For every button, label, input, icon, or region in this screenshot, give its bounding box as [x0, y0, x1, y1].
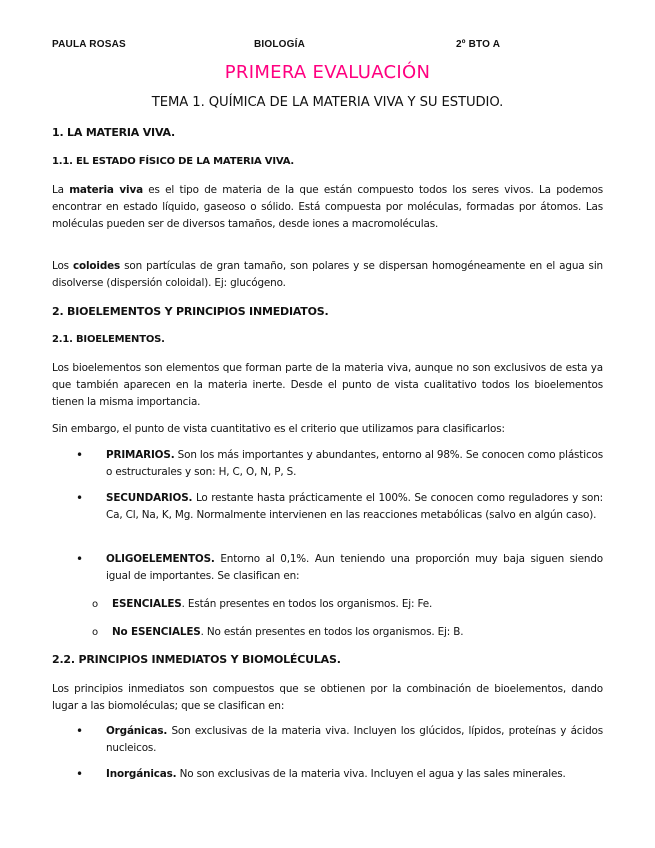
bullet-term: Inorgánicas. [106, 768, 177, 780]
list-item [78, 551, 603, 585]
bullet-icon: • [76, 767, 83, 781]
paragraph-criterio: Sin embargo, el punto de vista cuantitativo es el criterio que utilizamos para clasificarlos: [52, 423, 505, 435]
paragraph-principios: Los principios inmediatos son compuestos que se obtienen por la combinación de bioelementos, dando lugar a las biomoléculas; que se clasifican en: [52, 683, 603, 712]
subsection-heading-1-1: 1.1. EL ESTADO FÍSICO DE LA MATERIA VIVA. [52, 156, 295, 167]
paragraph-text: es el tipo de materia de la que están compuesto todos los seres vivos. La podemos encontrar en estado líquido, gaseoso o sólido. Está compuesta por moléculas, formadas por átomos. Las moléculas pueden ser de diversos tamaños, desde iones a macromoléculas. [52, 184, 603, 230]
sub-bullet-text: . Están presentes en todos los organismos. Ej: Fe. [181, 598, 433, 610]
bullet-text: Son exclusivas de la materia viva. Incluyen los glúcidos, lípidos, proteínas y ácidos nucleicos. [106, 725, 603, 754]
list-item [78, 723, 603, 757]
list-item [78, 490, 603, 524]
bullet-term: Orgánicas. [106, 725, 168, 737]
sub-bullet-term: ESENCIALES [112, 598, 182, 610]
bullet-term: PRIMARIOS. [106, 449, 175, 461]
header-subject: BIOLOGÍA [254, 39, 306, 50]
list-item [78, 766, 603, 783]
list-item [78, 447, 603, 481]
bullet-term: OLIGOELEMENTOS. [106, 553, 215, 565]
bold-term: coloides [73, 260, 121, 272]
section-heading-2: 2. BIOELEMENTOS Y PRINCIPIOS INMEDIATOS. [52, 305, 329, 318]
sub-list-item [92, 624, 603, 641]
bullet-text: No son exclusivas de la materia viva. Incluyen el agua y las sales minerales. [176, 768, 566, 780]
bullet-text: Son los más importantes y abundantes, entorno al 98%. Se conocen como plásticos o estructurales y son: H, C, O, N, P, S. [106, 449, 603, 478]
paragraph-text: son partículas de gran tamaño, son polares y se dispersan homogéneamente en el agua sin disolverse (dispersión coloidal). Ej: glucógeno. [52, 260, 603, 289]
sub-bullet-term: No ESENCIALES [112, 626, 201, 638]
paragraph-bioelementos: Los bioelementos son elementos que forman parte de la materia viva, aunque no son exclusivos de esta ya que también aparecen en la materia inerte. Desde el punto de vista cualitativo todos los bioelementos tienen la misma importancia. [52, 362, 603, 408]
bullet-icon: • [76, 552, 83, 566]
page-header [52, 39, 603, 53]
subsection-heading-2-1: 2.1. BIOELEMENTOS. [52, 334, 165, 345]
bullet-text: Lo restante hasta prácticamente el 100%. Se conocen como reguladores y son: Ca, Cl, Na, K, Mg. Normalmente intervienen en las reacciones metabólicas (salvo en algún caso). [106, 492, 603, 521]
page-subtitle: TEMA 1. QUÍMICA DE LA MATERIA VIVA Y SU ESTUDIO. [151, 95, 504, 110]
paragraph-materia-viva [52, 182, 603, 233]
bullet-icon: • [76, 724, 83, 738]
bullet-icon: • [76, 491, 83, 505]
header-author: PAULA ROSAS [52, 39, 126, 50]
bullet-icon: • [76, 448, 83, 462]
sub-bullet-text: . No están presentes en todos los organismos. Ej: B. [200, 626, 464, 638]
subsection-heading-2-2: 2.2. PRINCIPIOS INMEDIATOS Y BIOMOLÉCULAS. [52, 653, 341, 666]
page-title: PRIMERA EVALUACIÓN [224, 62, 431, 83]
section-heading-1: 1. LA MATERIA VIVA. [52, 126, 176, 139]
circle-bullet-icon: o [92, 627, 98, 638]
circle-bullet-icon: o [92, 599, 98, 610]
paragraph-coloides [52, 258, 603, 292]
header-course: 2º BTO A [456, 39, 501, 50]
paragraph-text: Los [52, 260, 74, 272]
bullet-text: Entorno al 0,1%. Aun teniendo una proporción muy baja siguen siendo igual de importantes. Se clasifican en: [106, 553, 603, 582]
bullet-term: SECUNDARIOS. [106, 492, 193, 504]
paragraph-text: La [52, 184, 70, 196]
sub-list-item [92, 596, 603, 613]
bold-term: materia viva [69, 184, 143, 196]
